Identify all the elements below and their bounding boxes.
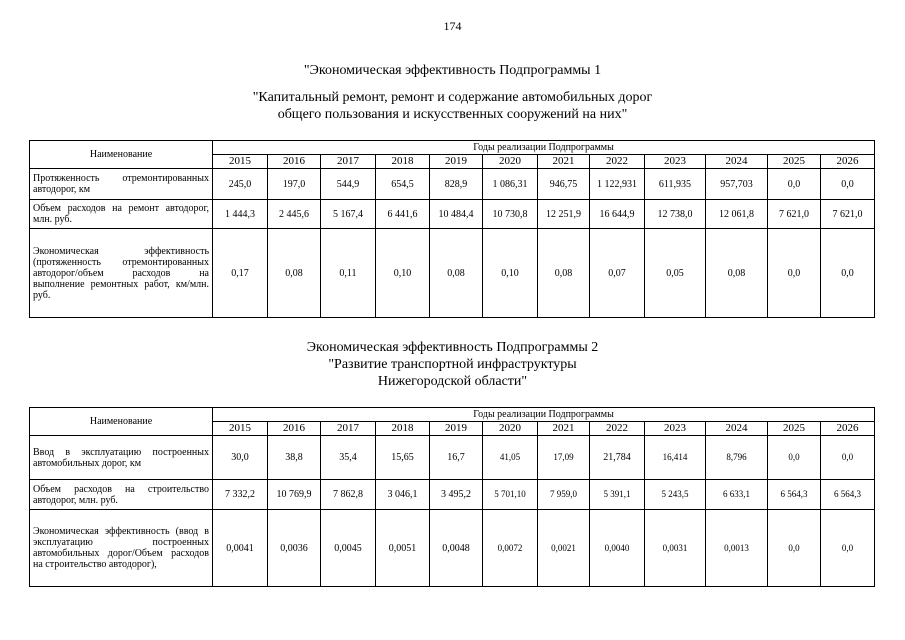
table-cell: 3 495,2	[430, 480, 483, 510]
table-cell: 0,0041	[213, 510, 268, 587]
table-cell: 0,11	[321, 229, 376, 318]
year-header: 2026	[821, 422, 875, 436]
table-cell: 0,0	[768, 229, 821, 318]
table-cell: 0,0021	[538, 510, 590, 587]
table-cell: 0,0	[768, 169, 821, 200]
row-name: Экономическая эффективность (ввод в эксплуатацию построенных автомобильных дорог/Объем расходов на строительство автодорог),	[30, 510, 213, 587]
table-cell: 12 061,8	[706, 200, 768, 229]
table-cell: 0,10	[376, 229, 430, 318]
table-cell: 654,5	[376, 169, 430, 200]
year-header: 2021	[538, 155, 590, 169]
table-cell: 12 738,0	[645, 200, 706, 229]
table-cell: 0,0	[768, 510, 821, 587]
row-name: Объем расходов на строительство автодорог, млн. руб.	[30, 480, 213, 510]
subprogram-1-efficiency-table	[29, 140, 875, 318]
table-cell: 0,0051	[376, 510, 430, 587]
table-cell: 10 484,4	[430, 200, 483, 229]
year-header: 2024	[706, 155, 768, 169]
subprogram-2-efficiency-table	[29, 407, 875, 587]
table-cell: 3 046,1	[376, 480, 430, 510]
table-cell: 0,07	[590, 229, 645, 318]
table-cell: 1 086,31	[483, 169, 538, 200]
subprogram-1-subtitle-line-1: "Капитальный ремонт, ремонт и содержание автомобильных дорог	[252, 90, 653, 105]
table-cell: 0,0040	[590, 510, 645, 587]
table-cell: 10 769,9	[268, 480, 321, 510]
table-cell: 17,09	[538, 436, 590, 480]
table-cell: 0,17	[213, 229, 268, 318]
table-cell: 0,0072	[483, 510, 538, 587]
year-header: 2019	[430, 155, 483, 169]
table-cell: 38,8	[268, 436, 321, 480]
table-cell: 7 862,8	[321, 480, 376, 510]
table-cell: 946,75	[538, 169, 590, 200]
year-header: 2025	[768, 155, 821, 169]
year-header: 2016	[268, 155, 321, 169]
table-cell: 10 730,8	[483, 200, 538, 229]
table-cell: 0,10	[483, 229, 538, 318]
table-cell: 7 332,2	[213, 480, 268, 510]
table-cell: 1 444,3	[213, 200, 268, 229]
table-cell: 16,414	[645, 436, 706, 480]
table-cell: 0,0036	[268, 510, 321, 587]
table-cell: 41,05	[483, 436, 538, 480]
year-header: 2015	[213, 422, 268, 436]
years-header: Годы реализации Подпрограммы	[213, 141, 875, 155]
table-cell: 5 167,4	[321, 200, 376, 229]
year-header: 2019	[430, 422, 483, 436]
table-cell: 5 391,1	[590, 480, 645, 510]
table-cell: 5 243,5	[645, 480, 706, 510]
table-cell: 12 251,9	[538, 200, 590, 229]
table-cell: 1 122,931	[590, 169, 645, 200]
row-name: Экономическая эффективность (протяженность отремонтированных автодорог/объем расходов на выполнение ремонтных работ, км/млн. руб.	[30, 229, 213, 318]
table-cell: 0,0031	[645, 510, 706, 587]
page-number: 174	[443, 19, 462, 33]
year-header: 2015	[213, 155, 268, 169]
table-cell: 16 644,9	[590, 200, 645, 229]
subprogram-2-subtitle-line-1: "Развитие транспортной инфраструктуры	[328, 357, 577, 372]
table-cell: 245,0	[213, 169, 268, 200]
table-cell: 7 621,0	[768, 200, 821, 229]
row-name: Объем расходов на ремонт автодорог, млн. руб.	[30, 200, 213, 229]
subprogram-1-subtitle-line-2: общего пользования и искусственных сооружений на них"	[277, 107, 628, 122]
subprogram-2-title: Экономическая эффективность Подпрограммы 2	[306, 340, 599, 355]
table-cell: 0,0048	[430, 510, 483, 587]
year-header: 2023	[645, 422, 706, 436]
table-cell: 2 445,6	[268, 200, 321, 229]
table-cell: 21,784	[590, 436, 645, 480]
table-cell: 5 701,10	[483, 480, 538, 510]
year-header: 2023	[645, 155, 706, 169]
subprogram-2-subtitle-line-2: Нижегородской области"	[377, 374, 528, 389]
year-header: 2017	[321, 155, 376, 169]
name-column-header: Наименование	[30, 141, 213, 169]
table-cell: 6 564,3	[821, 480, 875, 510]
year-header: 2024	[706, 422, 768, 436]
name-column-header: Наименование	[30, 408, 213, 436]
year-header: 2025	[768, 422, 821, 436]
table-cell: 0,0013	[706, 510, 768, 587]
table-cell: 0,0	[821, 436, 875, 480]
table-cell: 0,05	[645, 229, 706, 318]
table-cell: 0,08	[538, 229, 590, 318]
table-cell: 6 633,1	[706, 480, 768, 510]
table-cell: 7 959,0	[538, 480, 590, 510]
year-header: 2016	[268, 422, 321, 436]
table-cell: 0,0045	[321, 510, 376, 587]
table-cell: 0,08	[268, 229, 321, 318]
year-header: 2026	[821, 155, 875, 169]
table-cell: 0,08	[430, 229, 483, 318]
table-cell: 197,0	[268, 169, 321, 200]
table-cell: 0,0	[821, 229, 875, 318]
year-header: 2022	[590, 155, 645, 169]
table-cell: 0,08	[706, 229, 768, 318]
table-cell: 828,9	[430, 169, 483, 200]
table-cell: 16,7	[430, 436, 483, 480]
table-cell: 544,9	[321, 169, 376, 200]
table-cell: 15,65	[376, 436, 430, 480]
year-header: 2018	[376, 422, 430, 436]
table-cell: 957,703	[706, 169, 768, 200]
subprogram-1-title: "Экономическая эффективность Подпрограммы 1	[303, 63, 602, 78]
year-header: 2017	[321, 422, 376, 436]
year-header: 2020	[483, 155, 538, 169]
year-header: 2020	[483, 422, 538, 436]
table-cell: 0,0	[821, 169, 875, 200]
table-cell: 0,0	[768, 436, 821, 480]
year-header: 2021	[538, 422, 590, 436]
year-header: 2018	[376, 155, 430, 169]
year-header: 2022	[590, 422, 645, 436]
table-cell: 30,0	[213, 436, 268, 480]
table-cell: 8,796	[706, 436, 768, 480]
table-cell: 7 621,0	[821, 200, 875, 229]
table-cell: 6 564,3	[768, 480, 821, 510]
table-cell: 35,4	[321, 436, 376, 480]
table-cell: 611,935	[645, 169, 706, 200]
years-header: Годы реализации Подпрограммы	[213, 408, 875, 422]
table-cell: 6 441,6	[376, 200, 430, 229]
row-name: Ввод в эксплуатацию построенных автомобильных дорог, км	[30, 436, 213, 480]
row-name: Протяженность отремонтированных автодорог, км	[30, 169, 213, 200]
table-cell: 0,0	[821, 510, 875, 587]
